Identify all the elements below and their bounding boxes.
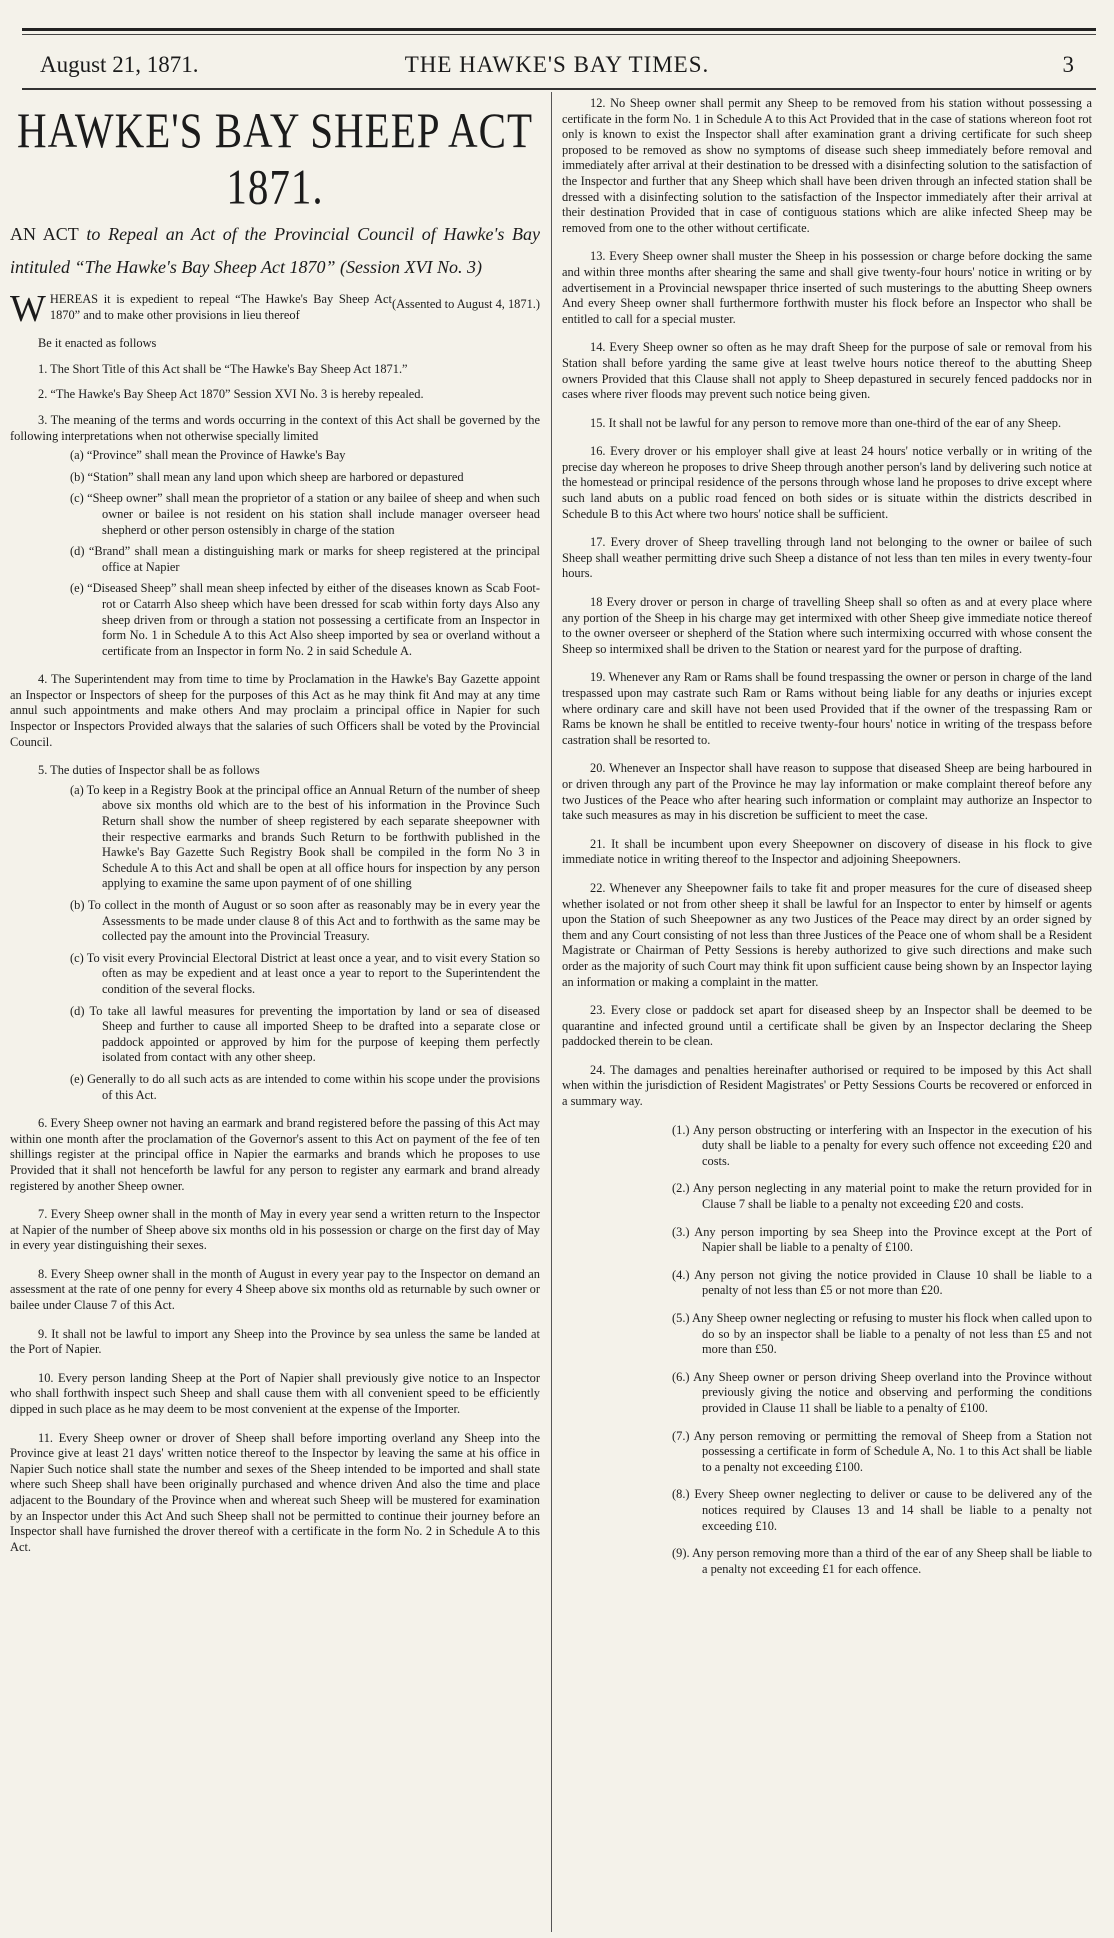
duty-item: (e) Generally to do all such acts as are intended to come within his scope under the provisions of this Act. xyxy=(70,1071,540,1102)
penalty-item: (4.) Any person not giving the notice provided in Clause 10 shall be liable to a penalty of not less than £5 or not more than £20. xyxy=(672,1267,1092,1298)
clause-24: 24. The damages and penalties hereinafter authorised or required to be imposed by this Act shall when within the jurisdiction of Resident Magistrates' or Petty Sessions Courts be recovered or enforced in a summary way. xyxy=(562,1062,1092,1109)
drop-cap: W xyxy=(10,288,46,330)
penalty-item: (5.) Any Sheep owner neglecting or refusing to muster his flock when called upon to do so by an inspector shall be liable to a penalty of not less than £5 and not more than £50. xyxy=(672,1311,1092,1357)
act-intro-text: to Repeal an Act of the Provincial Council of Hawke's Bay intituled “The Hawke's Bay Sheep Act 1870” (Session XVI No. 3) xyxy=(10,224,541,277)
duty-item: (d) To take all lawful measures for preventing the importation by land or sea of diseased Sheep and further to cause all imported Sheep to be drafted into a separate close or paddock appointed or approved by him for the purpose of keeping them perfectly isolated from contact with any other sheep. xyxy=(70,1003,540,1065)
penalty-item: (8.) Every Sheep owner neglecting to deliver or cause to be delivered any of the notices required by Clauses 13 and 14 shall be liable to a penalty not exceeding £10. xyxy=(672,1487,1092,1533)
clause-16: 16. Every drover or his employer shall give at least 24 hours' notice verbally or in writing of the precise day whereon he proposes to drive Sheep through another person's land by delivering such notice at the homestead or principal residence of the persons through whose land he proposes to drive except where such land abuts on a public road fenced on both sides or is situate within the districts described in Schedule B to this Act where two hours' notice shall be sufficient. xyxy=(562,444,1092,521)
clause-4: 4. The Superintendent may from time to time by Proclamation in the Hawke's Bay Gazette appoint an Inspector or Inspectors of sheep for the purposes of this Act as he may think fit And may at any time annul such appointments and make others And may proclaim a principal office in Napier for such Inspector or Inspectors Provided always that the salaries of such Officers shall be voted by the Provincial Council. xyxy=(10,672,540,749)
page-header xyxy=(40,52,1074,88)
penalty-item: (1.) Any person obstructing or interfering with an Inspector in the execution of his duty shall be liable to a penalty for every such offence not exceeding £20 and costs. xyxy=(672,1122,1092,1168)
clause-11: 11. Every Sheep owner or drover of Sheep shall before importing overland any Sheep into the Province give at least 21 days' written notice thereof to the Inspector by leaving the same at his office in Napier Such notice shall state the number and sexes of the Sheep intended to be imported and shall state where such Sheep shall have been originally purchased and whence driven And also the time and place adjacent to the Boundary of the Province when and whereat such Sheep will be mustered for examination by an Inspector under this Act And such Sheep shall not be permitted to continue their journey before an Inspector shall have furnished the drover thereof with a certificate in the form No. 2 in Schedule A to this Act. xyxy=(10,1430,540,1554)
clause-13: 13. Every Sheep owner shall muster the Sheep in his possession or charge before docking the same and within three months after shearing the same and shall give twenty-four hours' notice in writing or by advertisement in a Provincial newspaper thrice inserted of such musterings to the abutting Sheep owners And every Sheep owner shall furthermore forthwith muster his flock before an Inspector who shall be entitled to call for a special muster. xyxy=(562,249,1092,326)
clause-7: 7. Every Sheep owner shall in the month of May in every year send a written return to the Inspector at Napier of the number of Sheep above six months old in his possession or charge on the first day of May in every year distinguishing their sexes. xyxy=(10,1207,540,1253)
clause-23: 23. Every close or paddock set apart for diseased sheep by an Inspector shall be deemed to be quarantine and infected ground until a certificate shall be given by an Inspector declaring the Sheep paddocked therein to be clean. xyxy=(562,1003,1092,1049)
definition-item: (d) “Brand” shall mean a distinguishing mark or marks for sheep registered at the principal office at Napier xyxy=(70,544,540,574)
act-title: HAWKE'S BAY SHEEP ACT 1871. xyxy=(16,102,534,215)
definition-item: (c) “Sheep owner” shall mean the proprietor of a station or any bailee of sheep and when such owner or bailee is not resident on his station shall include manager overseer head shepherd or other person ostensibly in charge of the station xyxy=(70,491,540,537)
clause-21: 21. It shall be incumbent upon every Sheepowner on discovery of disease in his flock to give immediate notice in writing thereof to the Inspector and adjoining Sheepowners. xyxy=(562,836,1092,867)
clause-17: 17. Every drover of Sheep travelling through land not belonging to the owner or bailee of such Sheep shall weather permitting drive such Sheep a distance of not less than ten miles in every twenty-four hours. xyxy=(562,535,1092,581)
whereas-text: HEREAS it is expedient to repeal “The Hawke's Bay Sheep Act 1870” and to make other provisions in lieu thereof xyxy=(49,292,392,322)
clause-10: 10. Every person landing Sheep at the Port of Napier shall previously give notice to an Inspector who shall forthwith inspect such Sheep and shall cause them with all convenient speed to be efficiently dipped in such place as he may deem to be most convenient at the expense of the Importer. xyxy=(10,1370,540,1417)
clause-9: 9. It shall not be lawful to import any Sheep into the Province by sea unless the same be landed at the Port of Napier. xyxy=(10,1326,540,1357)
clause-18: 18 Every drover or person in charge of travelling Sheep shall so often as and at every place where any portion of the Sheep in his charge may get intermixed with other Sheep give immediate notice thereof to the owner overseer or shepherd of the Station where such intermixing occurred with whose consent the Sheep so intermixed shall be driven to the Station or nearest yard for the purpose of drafting. xyxy=(562,595,1092,656)
act-intro-an: AN ACT xyxy=(10,224,79,244)
duty-item: (b) To collect in the month of August or so soon after as reasonably may be in every year the Assessments to be made under clause 8 of this Act and to forthwith as the same may be collected pay the amount into the Provincial Treasury. xyxy=(70,898,540,944)
clause-22: 22. Whenever any Sheepowner fails to take fit and proper measures for the cure of diseased sheep whether isolated or not from other sheep it shall be lawful for an Inspector to enter by himself or agents upon the Station of such Sheepowner as any two Justices of the Peace may direct by an order signed by them and any Court consisting of not less than three Justices of the Peace one of whom shall be a Resident Magistrate or Chairman of Petty Sessions is hereby authorized to give such directions and make such order as the majority of such Court may think fit upon sufficient cause being shown by an Inspector laying an information or making a complaint in the matter. xyxy=(562,880,1092,989)
assent-date: (Assented to August 4, 1871.) xyxy=(392,297,540,311)
penalty-item: (7.) Any person removing or permitting the removal of Sheep from a Station not possessing a certificate in form of Schedule A, No. 1 to this Act shall be liable to a penalty not exceeding £100. xyxy=(672,1428,1092,1474)
clause-8: 8. Every Sheep owner shall in the month of August in every year pay to the Inspector on demand an assessment at the rate of one penny for every 4 Sheep above six months old as returnable by such owner or bailee under Clause 7 of this Act. xyxy=(10,1266,540,1313)
clause-3: 3. The meaning of the terms and words occurring in the context of this Act shall be governed by the following interpretations when not otherwise specially limited xyxy=(10,412,540,443)
clause-14: 14. Every Sheep owner so often as he may draft Sheep for the purpose of sale or removal from his Station shall before yarding the same give at least twelve hours notice thereof to the abutting Sheep owners Provided that this Clause shall not apply to Sheep depastured in securely fenced paddocks nor in cases where river floods may prevent such notice being given. xyxy=(562,340,1092,402)
column-divider xyxy=(551,92,552,1932)
definition-item: (a) “Province” shall mean the Province of Hawke's Bay xyxy=(70,448,346,463)
clause-19: 19. Whenever any Ram or Rams shall be found trespassing the owner or person in charge of the land trespassed upon may castrate such Ram or Rams without being liable for any deaths or injuries except where ordinary care and skill have not been used Provided that if the owner of the trespassing Ram or Rams be known he shall be entitled to receive twenty-four hours' notice in writing of the trespass before castration shall be resorted to. xyxy=(562,670,1092,747)
header-rule xyxy=(22,88,1096,90)
top-rule xyxy=(22,28,1096,31)
left-column xyxy=(10,96,540,1568)
clause-20: 20. Whenever an Inspector shall have reason to suppose that diseased Sheep are being harboured in or driven through any part of the Province he may lay information or make complaint thereof before any two Justices of the Peace who after hearing such information or complaint may authorize an Inspector to take such measures as may in his discretion be sufficient to meet the case. xyxy=(562,761,1092,823)
enacting-clause: Be it enacted as follows xyxy=(38,336,157,351)
clause-1: 1. The Short Title of this Act shall be “The Hawke's Bay Sheep Act 1871.” xyxy=(38,361,408,376)
penalty-item: (6.) Any Sheep owner or person driving Sheep overland into the Province without previously giving the notice and observing and performing the conditions provided in Clause 11 shall be liable to a penalty of £100. xyxy=(672,1369,1092,1415)
penalty-item: (3.) Any person importing by sea Sheep into the Province except at the Port of Napier shall be liable to a penalty of £100. xyxy=(672,1224,1092,1255)
definition-item: (e) “Diseased Sheep” shall mean sheep infected by either of the diseases known as Scab Foot-rot or Catarrh Also sheep which have been dressed for scab within forty days Also any sheep driven from or through a station not possessing a certificate from an Inspector in form No. 1 in Schedule A to this Act Also sheep imported by sea or overland without a certificate from an Inspector in form No. 2 in said Schedule A. xyxy=(70,581,540,658)
right-column xyxy=(562,96,1092,1589)
top-rule-thin xyxy=(22,34,1096,35)
clause-2: 2. “The Hawke's Bay Sheep Act 1870” Session XVI No. 3 is hereby repealed. xyxy=(38,387,424,402)
penalty-item: (9). Any person removing more than a third of the ear of any Sheep shall be liable to a penalty not exceeding £1 for each offence. xyxy=(672,1546,1092,1576)
newspaper-title: THE HAWKE'S BAY TIMES. xyxy=(404,52,710,77)
clause-15: 15. It shall not be lawful for any person to remove more than one-third of the ear of any Sheep. xyxy=(590,415,1062,430)
duty-item: (a) To keep in a Registry Book at the principal office an Annual Return of the number of sheep above six months old which are to the best of his information in the Province Such Return shall show the number of sheep registered by each separate sheepowner with their respective earmarks and brands Such Return to be forthwith published in the Hawke's Bay Gazette Such Registry Book shall be compiled in the form No 3 in Schedule A to this Act and shall be open at all office hours for inspection by any person applying to examine the same upon payment of of one shilling xyxy=(70,782,540,891)
penalty-item: (2.) Any person neglecting in any material point to make the return provided for in Clause 7 shall be liable to a penalty not exceeding £20 and costs. xyxy=(672,1181,1092,1212)
definition-item: (b) “Station” shall mean any land upon which sheep are harbored or depastured xyxy=(70,469,464,484)
clause-6: 6. Every Sheep owner not having an earmark and brand registered before the passing of this Act may within one month after the proclamation of the Governor's assent to this Act on payment of the fee of ten shillings register at the principal office in Napier the earmarks and brands which he proposes to use Provided that it shall not henceforth be lawful for any person to register any earmark and brand already registered by another Sheep owner. xyxy=(10,1116,540,1193)
duty-item: (c) To visit every Provincial Electoral District at least once a year, and to visit every Station so often as may be expedient and at least once a year to report to the Superintendent the condition of the several flocks. xyxy=(70,950,540,996)
clause-5: 5. The duties of Inspector shall be as follows xyxy=(38,763,260,778)
issue-date: August 21, 1871. xyxy=(40,52,199,77)
page-number: 3 xyxy=(1062,52,1074,77)
clause-12: 12. No Sheep owner shall permit any Sheep to be removed from his station without possessing a certificate in the form No. 1 in Schedule A to this Act Provided that in the case of stations whereon foot rot only is known to exist the Inspector shall after examination grant a driving certificate for such sheep proposed to be removed as show no symptoms of disease such sheep immediately before removal and immediately after arrival at their destination to be dressed with a disinfecting solution to the satisfaction of the Inspector and further that any Sheep which shall have been driven through an infected station shall be dressed with a disinfecting solution to the satisfaction of the Inspector immediately after their arrival at their destination Provided that in case of contiguous stations which are alike infected Sheep may be removed from one to the other without certificate. xyxy=(562,96,1092,235)
